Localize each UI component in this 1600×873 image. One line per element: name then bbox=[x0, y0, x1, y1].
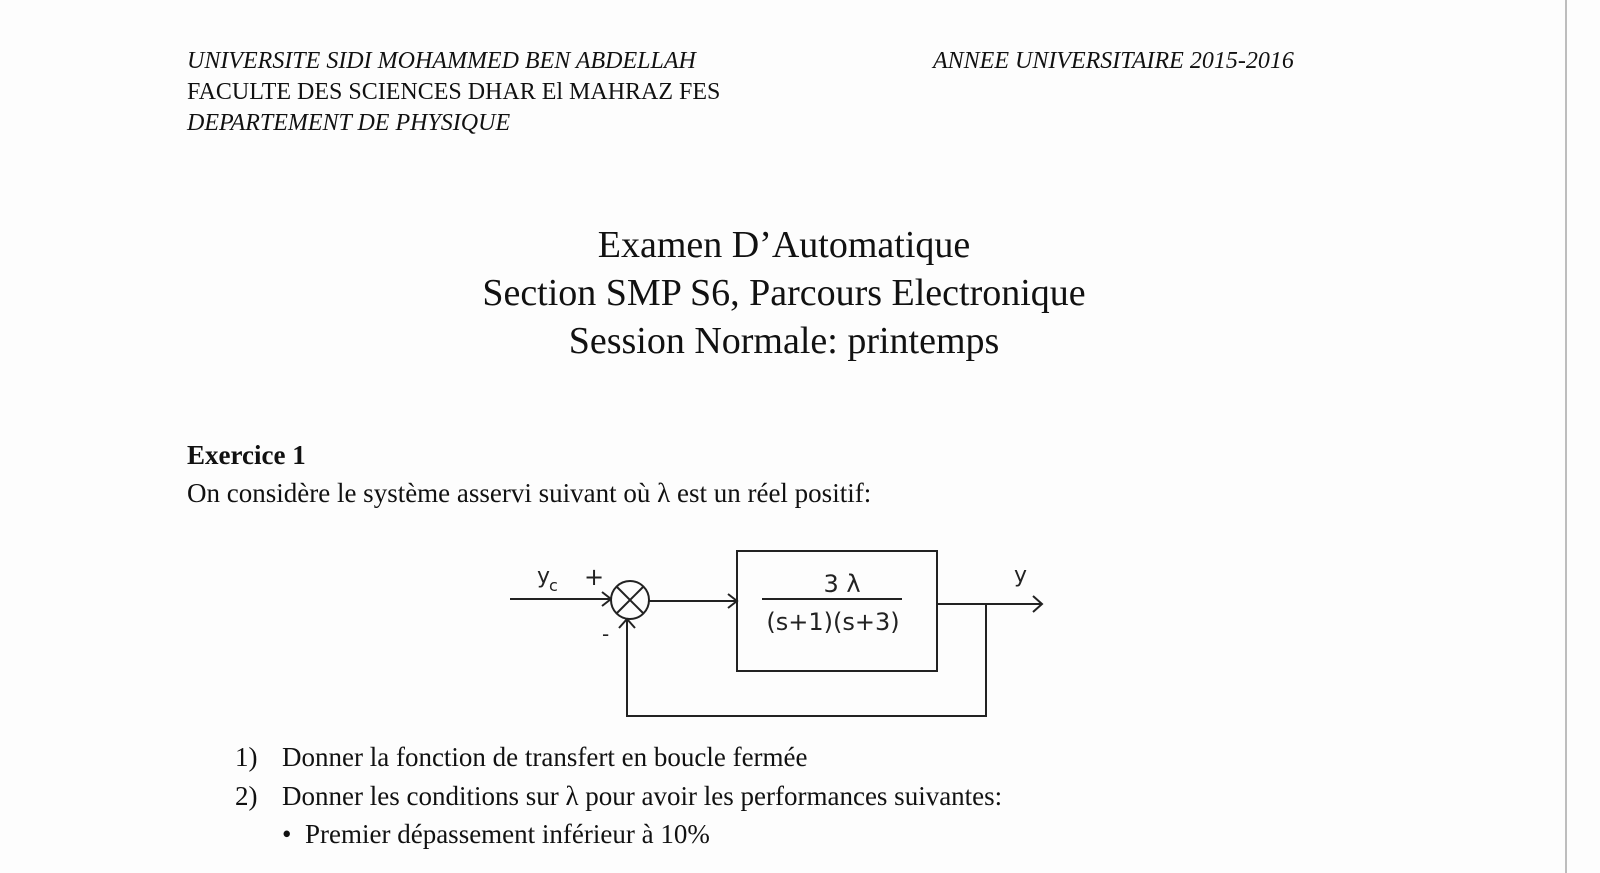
question-text: Donner la fonction de transfert en boucle fermée bbox=[282, 742, 808, 772]
numerator: 3 λ bbox=[823, 570, 861, 598]
denominator: (s+1)(s+3) bbox=[766, 608, 900, 636]
minus-sign: - bbox=[602, 622, 610, 646]
input-subscript: c bbox=[549, 576, 558, 595]
academic-year: ANNEE UNIVERSITAIRE 2015-2016 bbox=[933, 48, 1294, 74]
university-name: UNIVERSITE SIDI MOHAMMED BEN ABDELLAH bbox=[187, 48, 696, 74]
bullet-icon: • bbox=[282, 819, 292, 849]
exam-session: Session Normale: printemps bbox=[568, 320, 1000, 362]
plus-sign: + bbox=[584, 563, 605, 591]
question-number: 2) bbox=[235, 781, 258, 811]
question-text: Donner les conditions sur λ pour avoir les performances suivantes: bbox=[282, 781, 1003, 811]
exam-section: Section SMP S6, Parcours Electronique bbox=[482, 272, 1086, 314]
exercise-heading: Exercice 1 bbox=[187, 440, 306, 470]
question-number: 1) bbox=[235, 742, 258, 772]
output-label: y bbox=[1014, 563, 1028, 588]
exam-title: Examen D’Automatique bbox=[597, 224, 971, 266]
bullet-text: Premier dépassement inférieur à 10% bbox=[305, 819, 710, 849]
exercise-intro: On considère le système asservi suivant où λ est un réel positif: bbox=[187, 478, 872, 508]
department-name: DEPARTEMENT DE PHYSIQUE bbox=[187, 110, 511, 136]
faculty-name: FACULTE DES SCIENCES DHAR El MAHRAZ FES bbox=[187, 79, 721, 105]
input-label: y bbox=[537, 564, 551, 589]
